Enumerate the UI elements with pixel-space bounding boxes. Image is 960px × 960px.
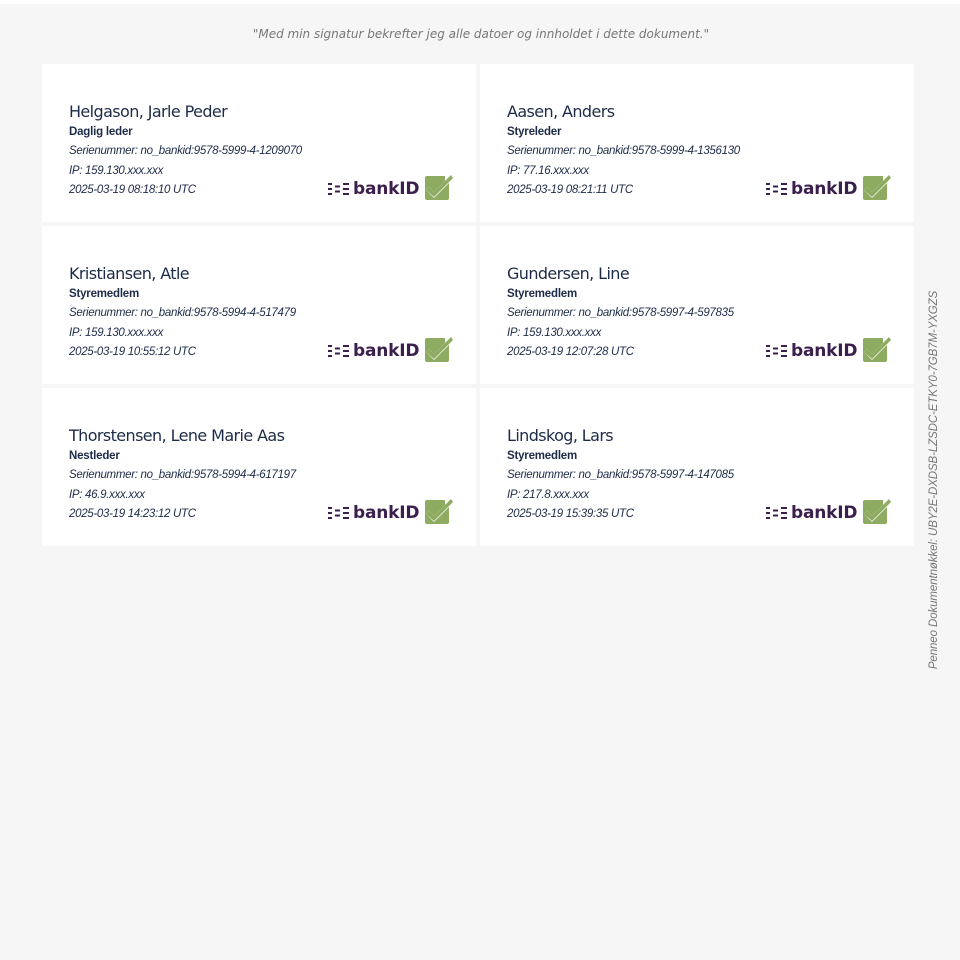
signer-timestamp: 2025-03-19 14:23:12 UTC xyxy=(69,508,196,520)
signer-name: Lindskog, Lars xyxy=(507,426,614,445)
bankid-label: bankID xyxy=(353,503,420,523)
bankid-icon xyxy=(328,182,349,196)
signer-timestamp: 2025-03-19 15:39:35 UTC xyxy=(507,508,634,520)
bankid-label: bankID xyxy=(353,341,420,361)
signer-role: Styreleder xyxy=(507,126,562,138)
signature-statement: "Med min signatur bekrefter jeg alle datoer og innholdet i dette dokument." xyxy=(252,27,710,41)
signer-ip: IP: 159.130.xxx.xxx xyxy=(507,327,602,339)
bankid-logo xyxy=(766,340,857,362)
signer-timestamp: 2025-03-19 08:21:11 UTC xyxy=(507,184,633,196)
bankid-icon xyxy=(328,506,349,520)
signature-grid xyxy=(42,64,914,546)
bankid-logo xyxy=(328,340,419,362)
signer-timestamp: 2025-03-19 12:07:28 UTC xyxy=(507,346,634,358)
signer-ip: IP: 77.16.xxx.xxx xyxy=(507,165,589,177)
bankid-icon xyxy=(766,344,787,358)
bankid-label: bankID xyxy=(791,179,858,199)
signer-serial: Serienummer: no_bankid:9578-5994-4-517479 xyxy=(69,307,296,319)
bankid-logo xyxy=(328,178,419,200)
bankid-label: bankID xyxy=(791,503,858,523)
signer-role: Daglig leder xyxy=(69,126,133,138)
signer-timestamp: 2025-03-19 10:55:12 UTC xyxy=(69,346,196,358)
signer-role: Styremedlem xyxy=(69,288,140,300)
verified-check-icon xyxy=(861,334,891,364)
signer-role: Styremedlem xyxy=(507,288,578,300)
signer-serial: Serienummer: no_bankid:9578-5994-4-617197 xyxy=(69,469,296,481)
bankid-icon xyxy=(766,182,787,196)
verified-check-icon xyxy=(423,172,453,202)
signer-role: Styremedlem xyxy=(507,450,578,462)
verified-check-icon xyxy=(423,334,453,364)
signer-serial: Serienummer: no_bankid:9578-5999-4-1209070 xyxy=(69,145,302,157)
signature-card xyxy=(480,388,914,546)
verified-check-icon xyxy=(861,496,891,526)
bankid-label: bankID xyxy=(353,179,420,199)
signer-role: Nestleder xyxy=(69,450,120,462)
bankid-logo xyxy=(766,178,857,200)
signature-card xyxy=(480,226,914,384)
signer-name: Thorstensen, Lene Marie Aas xyxy=(69,426,285,445)
signer-serial: Serienummer: no_bankid:9578-5997-4-147085 xyxy=(507,469,734,481)
bankid-label: bankID xyxy=(791,341,858,361)
signature-card xyxy=(42,388,476,546)
page-top-edge xyxy=(0,0,960,4)
signer-name: Kristiansen, Atle xyxy=(69,264,190,283)
signer-serial: Serienummer: no_bankid:9578-5997-4-597835 xyxy=(507,307,734,319)
signer-ip: IP: 159.130.xxx.xxx xyxy=(69,165,164,177)
signature-card xyxy=(42,226,476,384)
bankid-logo xyxy=(328,502,419,524)
signature-card xyxy=(480,64,914,222)
bankid-icon xyxy=(328,344,349,358)
signer-name: Aasen, Anders xyxy=(507,102,615,121)
verified-check-icon xyxy=(423,496,453,526)
signer-ip: IP: 159.130.xxx.xxx xyxy=(69,327,164,339)
signer-ip: IP: 46.9.xxx.xxx xyxy=(69,489,145,501)
signer-name: Helgason, Jarle Peder xyxy=(69,102,228,121)
document-key: Penneo Dokumentnøkkel: UBY2E-DXDSB-LZSDC-ETKY0-7GB7M-YXGZS xyxy=(928,290,940,670)
signer-timestamp: 2025-03-19 08:18:10 UTC xyxy=(69,184,196,196)
signer-serial: Serienummer: no_bankid:9578-5999-4-1356130 xyxy=(507,145,740,157)
signer-name: Gundersen, Line xyxy=(507,264,630,283)
verified-check-icon xyxy=(861,172,891,202)
signer-ip: IP: 217.8.xxx.xxx xyxy=(507,489,589,501)
signature-card xyxy=(42,64,476,222)
bankid-logo xyxy=(766,502,857,524)
bankid-icon xyxy=(766,506,787,520)
